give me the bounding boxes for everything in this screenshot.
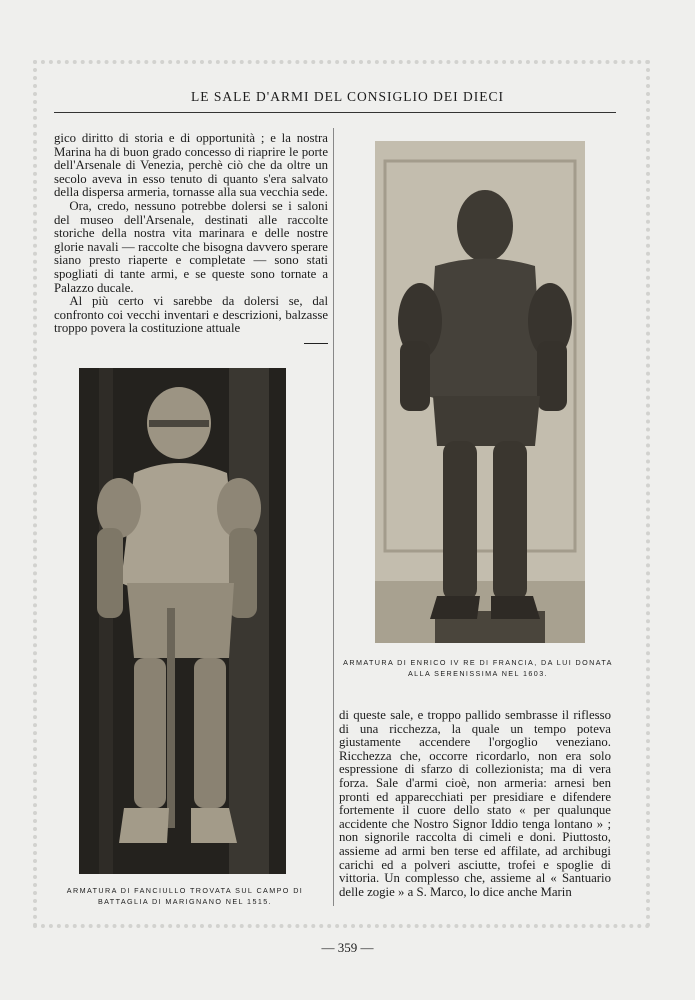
armor-illustration <box>375 141 585 643</box>
photo-armor-henry-iv <box>375 141 585 643</box>
column-divider <box>333 128 334 906</box>
paragraph: Al più certo vi sarebbe da dolersi se, dal confronto coi vecchi inventari e descrizioni, balzasse troppo povera la costituzione attuale <box>54 294 328 336</box>
caption-left: ARMATURA DI FANCIULLO TROVATA SUL CAMPO DI BATTAGLIA DI MARIGNANO NEL 1515. <box>66 886 304 906</box>
armor-illustration <box>79 368 286 874</box>
paragraph: di queste sale, e troppo pallido sembrasse il riflesso di una ricchezza, la quale un tempo poteva giustamente accendere l'orgoglio veneziano. Ricchezza che, occorre ricordarlo, non era solo espressione di sfarzo di collezionista; ma di vera forza. Sale d'armi cioè, non armeria: arnesi ben pronti ed apparecchiati per presidiare e difendere fortemente il cuore dello stato « per qualunque accidente che Nostro Signor Iddio tenga lontano » ; non signorile raccolta di cimeli e doni. Piuttosto, assieme ad armi ben terse ed affilate, ad archibugi carichi ed a polveri asciutte, trofei e spoglie di vittoria. Un complesso che, assieme al « Santuario delle zogie » a S. Marco, lo dice anche Marin <box>339 708 611 899</box>
running-head: LE SALE D'ARMI DEL CONSIGLIO DEI DIECI <box>191 89 504 104</box>
paragraph: Ora, credo, nessuno potrebbe dolersi se i saloni del museo dell'Arsenale, destinati alle raccolte storiche della nostra vita marinara e delle nostre glorie navali — raccolte che bisogna davvero sperare siano presto riaperte e completate — sono stati spogliati di tante armi, e se queste sono tornate a Palazzo ducale. <box>54 198 328 295</box>
page-number: — 359 — <box>321 940 374 955</box>
header-rule <box>54 112 616 113</box>
right-column-text <box>339 709 611 899</box>
caption-right: ARMATURA DI ENRICO IV RE DI FRANCIA, DA LUI DONATA ALLA SERENISSIMA NEL 1603. <box>343 658 613 678</box>
paragraph: gico diritto di storia e di opportunità ; e la nostra Marina ha di buon grado concesso di riaprire le porte dell'Arsenale di Venezia, perchè ciò che da oltre un secolo aveva in esso tenuto di quanto s'era salvato della dispersa armeria, tornasse alla sua vecchia sede. <box>54 131 328 200</box>
continuation-rule <box>304 343 328 344</box>
left-column-text <box>54 132 328 336</box>
photo-armor-child <box>79 368 286 874</box>
